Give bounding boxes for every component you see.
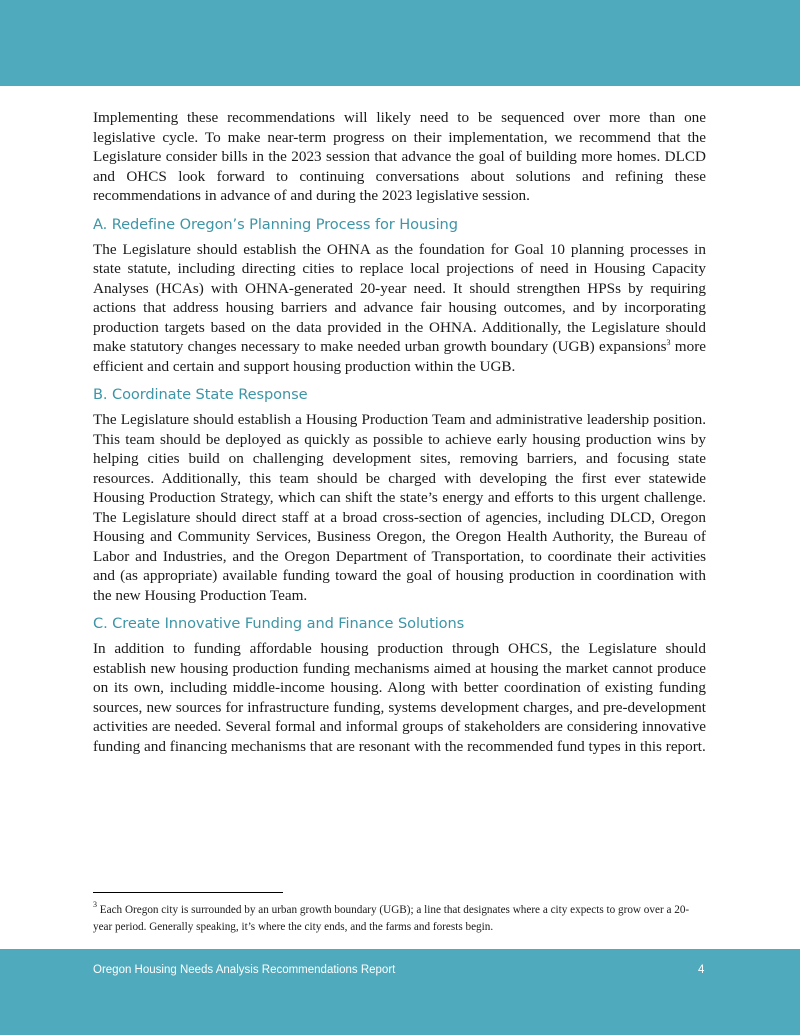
section-b-paragraph: The Legislature should establish a Housing Production Team and administrative leadership position. This team should be deployed as quickly as possible to achieve early housing production wins by helping cities build on challenging development sites, removing barriers, and focusing state resources. Additionally, this team should be charged with developing the first ever statewide Housing Production Strategy, which can shift the state’s energy and efforts to this urgent challenge. The Legislature should direct staff at a broad cross-section of agencies, including DLCD, Oregon Housing and Community Services, Business Oregon, the Oregon Health Authority, the Bureau of Labor and Industries, and the Oregon Department of Transportation, to coordinate their activities and (as appropriate) available funding toward the goal of housing production in coordination with the new Housing Production Team.: [93, 411, 706, 604]
footnote-number: 3: [93, 900, 97, 909]
intro-paragraph: Implementing these recommendations will likely need to be sequenced over more than one legislative cycle. To make near-term progress on their implementation, we recommend that the Legislature consider bills in the 2023 session that advance the goal of building more homes. DLCD and OHCS look forward to continuing conversations about solutions and refining these recommendations in advance of and during the 2023 legislative session.: [93, 109, 706, 204]
section-a-paragraph: [93, 240, 706, 377]
page-content: [93, 108, 706, 756]
footnote-text: Each Oregon city is surrounded by an urban growth boundary (UGB); a line that designates where a city expects to grow over a 20-year period. Generally speaking, it’s where the city ends, and the farms and forests begin.: [93, 904, 690, 933]
footnote-ref[interactable]: 3: [666, 338, 671, 347]
footer-title: Oregon Housing Needs Analysis Recommendations Report: [93, 964, 396, 976]
footnote-divider: [93, 892, 283, 893]
page-number: 4: [698, 964, 705, 976]
footer-band: [0, 949, 800, 1035]
section-a-text-end: more efficient and certain and support housing production within the UGB.: [93, 338, 706, 375]
section-c-heading: C. Create Innovative Funding and Finance Solutions: [93, 615, 465, 632]
section-a-text: The Legislature should establish the OHNA as the foundation for Goal 10 planning processes in state statute, including directing cities to replace local projections of need in Housing Capacity Analyses (HCAs) with OHNA-generated 20-year need. It should strengthen HPSs by requiring actions that address housing barriers and advance fair housing outcomes, and by incorporating production targets based on the data provided in the OHNA. Additionally, the Legislature should make statutory changes necessary to make needed urban growth boundary (UGB) expansions: [93, 240, 706, 355]
section-b-heading: B. Coordinate State Response: [93, 386, 308, 403]
section-c-paragraph: In addition to funding affordable housing production through OHCS, the Legislature should establish new housing production funding mechanisms aimed at housing the market cannot produce on its own, including middle-income housing. Along with better coordination of existing funding sources, new sources for infrastructure funding, systems development charges, and pre-development activities are needed. Several formal and informal groups of stakeholders are considering innovative funding and financing mechanisms that are resonant with the recommended fund types in this report.: [93, 640, 706, 755]
footnote: [93, 902, 706, 936]
header-band: [0, 0, 800, 86]
section-a-heading: A. Redefine Oregon’s Planning Process for Housing: [93, 215, 458, 233]
